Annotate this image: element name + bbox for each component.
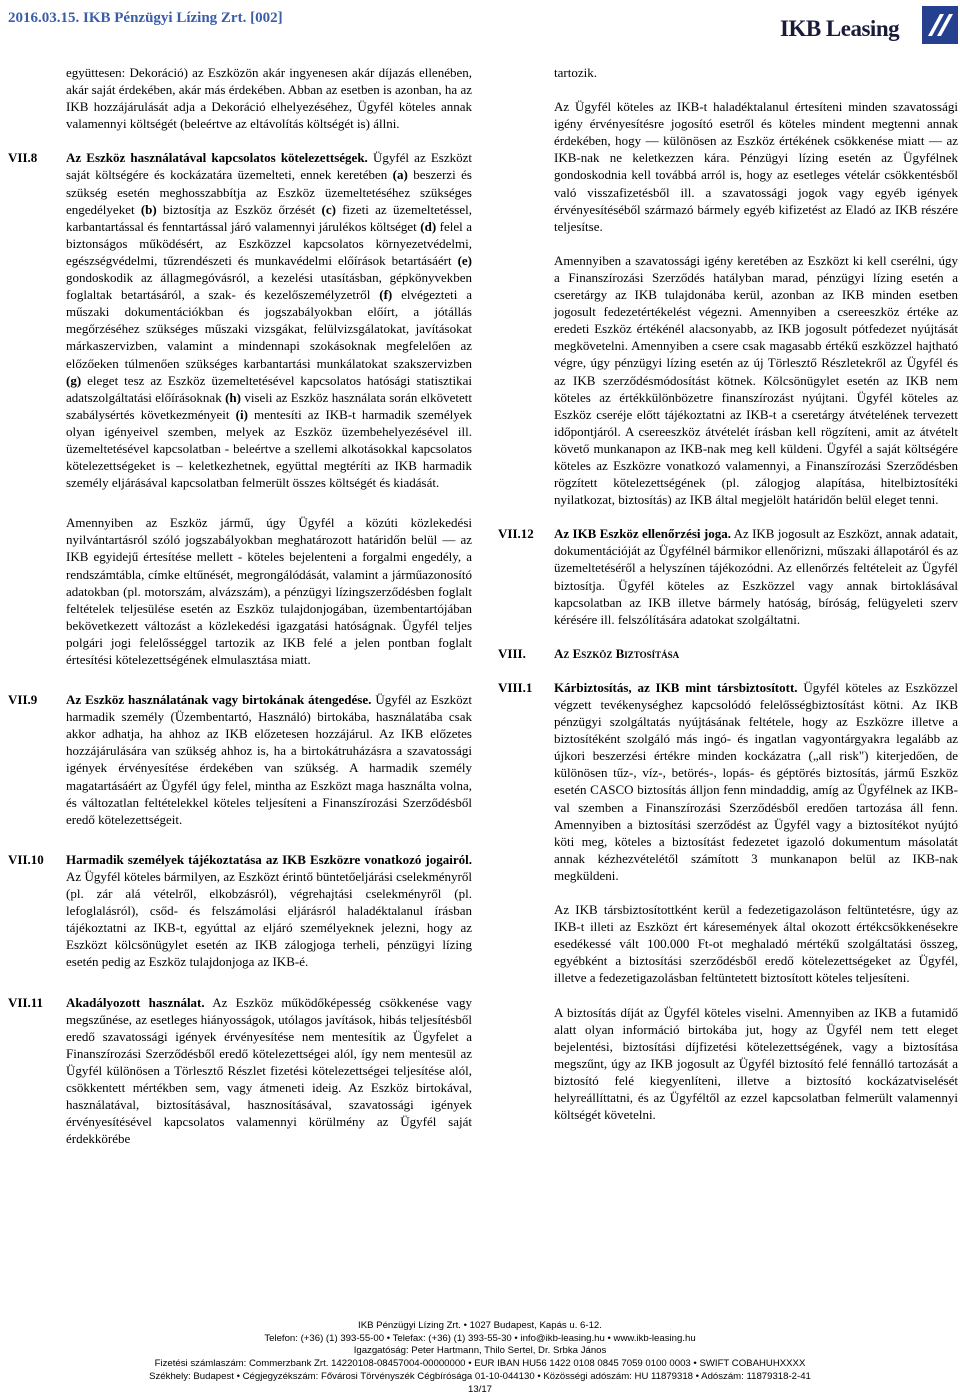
enum-marker: (f) bbox=[379, 287, 393, 303]
page-number: 13/17 bbox=[467, 1383, 492, 1395]
text-run: elvégezteti a műszaki dokumentációkban és jogszabályokban előírt, a jótállás megőrzéséhez szükséges műszaki vizsgákat, felülvizsgálatokat, javításokat márkaszervizben, valamint a mindennapi szokásoknak megfelelően az előzőeken túlmenően szükséges karbantartási munkálatokat szakszervizben bbox=[66, 287, 472, 371]
footer-bank: Fizetési számlaszám: Commerzbank Zrt. 14220108-08457004-00000000 • EUR IBAN HU56 1422 0108 0845 7059 0100 0003 • SWIFT COBAHUHXXXX bbox=[154, 1358, 806, 1370]
enum-marker: (h) bbox=[225, 389, 241, 405]
section-number: VII.11 bbox=[8, 994, 44, 1010]
text-run: viseli az Eszköz használata során elkövetett szabálysértés következményeit bbox=[66, 389, 472, 422]
text-run: beszerzi és szükség esetén meghosszabbítja az Eszköz üzemeltetéséhez szükséges engedélyeket bbox=[66, 167, 472, 217]
section-title: Kárbiztosítás, az IKB mint társbiztosított. bbox=[554, 679, 798, 695]
document-header: 2016.03.15. IKB Pénzügyi Lízing Zrt. [002] bbox=[8, 10, 283, 26]
section-heading bbox=[554, 645, 958, 662]
text-run: felel a biztonságos működésért, az Eszközzel kapcsolatos környezetvédelmi, egészségvédelmi, tűzrendészeti és munkavédelmi előírások betartásáért bbox=[66, 218, 472, 268]
section-title: Akadályozott használat. bbox=[66, 994, 205, 1010]
left-column bbox=[0, 64, 472, 1147]
text-run: gondoskodik az állagmegóvásról, a kezelési utasításban, gépkönyvekben foglaltak betartásáról, a szak- és kezelőszemélyzetről bbox=[66, 270, 472, 303]
text-run: Ügyfél köteles az Eszközzel végzett tevékenységhez kapcsolódó felelősségbiztosítást kötni. Az IKB pénzügyi szolgáltatás nyújtásának feltétele, hogy az Eszközre illetve a biztosítéként szolgáló más ingó- és ingatlan vagyontárgyakra legalább az újkori beszerzési értékre minden kockázatra („all risk") kiterjedően, de különösen tűz-, víz-, betörés-, lopás- és géptörés biztosítás, jármű Eszköz esetén CASCO biztosítás álljon fenn mindaddig, amíg az Ügyfélnek az IKB-val szemben a Finanszírozási Szerződésből eredően tartozása áll fenn. Amennyiben a biztosítási szerződést az Ügyfél vagy a biztosítékot nyújtó köti meg, köteles a biztosítást fedezetet igazoló dokumentum másolatát annak kézhezvételétől számított 3 munkanapon belül az IKB-nak megküldeni. bbox=[554, 679, 958, 883]
continuation-text: tartozik. bbox=[554, 65, 597, 80]
section-paragraph: Amennyiben a szavatossági igény keretében az Eszközt ki kell cserélni, úgy a Finanszírozási Szerződés hatályban marad, pénzügyi lízing esetén a cseretárgy az IKB tulajdonába kerül, azonban az IKB minden esetben jogosult fedezetértékelést végezni. Amennyiben a csereeszköz értéke az eredeti Eszköz értékénél alacsonyabb, az IKB jogosult pótfedezet nyújtását megkövetelni. Amennyiben a csere csak magasabb értékű eszközzel hajtható végre, úgy pénzügyi lízing esetén az új Törlesztő Részletekről az Ügyfél és az IKB szerződésmódosítást kötnek. Kölcsönügylet esetén az IKB nem köteles az értékkülönbözetre finanszírozást nyújtani. Ügyfél köteles az Eszköz cseréje előtt tájékoztatni az IKB-t a cseretárgy átvételének tervezett időpontjáról. A csereeszköz átvételét írásban kell rögzíteni, amit az átvételt követő munkanapon az IKB-nak meg kell küldeni. Ügyfél a saját költségére köteles az Eszközre vonatkozó valamennyi, a Finanszírozási Szerződésben rögzített kötelezettségének (pl. zálogjog alapítása, hitelbiztosítéki nyilatkozat, biztosítás) az IKB által megjelölt határidőn belül eleget tenni. bbox=[554, 252, 958, 508]
ikb-leasing-logo bbox=[780, 4, 958, 48]
section-number: VII.9 bbox=[8, 692, 38, 708]
section-vii-8 bbox=[0, 149, 472, 668]
section-body bbox=[66, 691, 472, 828]
section-title: Az Eszköz használatával kapcsolatos kötelezettségek. bbox=[66, 150, 368, 166]
section-viii-1 bbox=[488, 679, 958, 1123]
section-vii-9 bbox=[0, 691, 472, 828]
section-number: VIII.1 bbox=[498, 679, 533, 695]
intro-paragraph: együttesen: Dekoráció) az Eszközön akár ingyenesen akár díjazás ellenében, akár saját érdekében, akár más érdekében. Abban az esetben is azonban, ha az IKB hozzájárulását adja a Dekoráció elhelyezéséhez, Ügyfél köteles annak valamennyi költségét (beleértve az eltávolítás költségét is) állni. bbox=[66, 65, 472, 132]
logo-mark-icon bbox=[922, 6, 958, 44]
section-vii-11 bbox=[0, 994, 472, 1148]
enum-marker: (g) bbox=[66, 372, 82, 388]
section-body bbox=[66, 851, 472, 971]
text-run: Ügyfél az Eszközt saját költségére és kockázatára üzemelteti, ennek keretében bbox=[66, 150, 472, 183]
footer-board: Igazgatóság: Peter Hartmann, Thilo Sertel, Dr. Srbka János bbox=[353, 1345, 607, 1357]
section-paragraph: A biztosítás díját az Ügyfél köteles viselni. Amennyiben az IKB a futamidő alatt olyan információ birtokába jut, hogy az Ügyfél nem tett eleget bejelentési, biztosítási díjfizetési kötelezettségének, vagy a biztosítása megszűnt, úgy az IKB jogosult az Ügyfél biztosító felé fennálló tartozását a biztosító felé kiegyenlíteni, illetve a biztosító kockázatviselését helyreállíttatni, és az Ügyféltől az ezzel kapcsolatban felmerült valamennyi költségét követelni. bbox=[554, 1004, 958, 1123]
text-run: Az Ügyfél köteles bármilyen, az Eszközt érintő büntetőeljárási cselekményről (pl. zár alá vételről, elkobzásról), végrehajtási cselekményről (pl. lefoglalásról), csőd- és felszámolási eljárásról haladéktalanul írásban tájékoztatni az IKB-t, egyúttal az eljáró személyeknek jelezni, hogy az Eszközt kölcsönügylet esetén az IKB zálogjoga terheli, pénzügyi lízing esetén pedig az Eszköz tulajdonjoga az IKB-é. bbox=[66, 868, 472, 970]
section-number: VII.12 bbox=[498, 526, 534, 542]
enum-marker: (a) bbox=[392, 167, 408, 183]
page-footer bbox=[136, 1320, 824, 1396]
section-title: Harmadik személyek tájékoztatása az IKB Eszközre vonatkozó jogairól. bbox=[66, 851, 472, 867]
footer-registry: Székhely: Budapest • Cégjegyzékszám: Fővárosi Törvényszék Cégbírósága 01-10-044130 • Közösségi adószám: HU 11879318 • Adószám: 11879318-2-41 bbox=[149, 1370, 811, 1382]
text-run: Az IKB jogosult az Eszközt, annak adatait, dokumentációját az Ügyfélnél bármikor ellenőrizni, műszaki állapotáról és az üzemeltetéséről a helyszínen tájékozódni. Az ellenőrzés feltételeit az Ügyfél biztosítja. Ügyfél köteles az Eszközzel vagy annak birtoklásával kapcsolatban az IKB illetve bármely hatóság, bíróság, felügyeleti szerv kérésére ill. felszólítására adatokat szolgáltatni. bbox=[554, 526, 958, 627]
section-vii-12 bbox=[488, 525, 958, 628]
footer-company: IKB Pénzügyi Lízing Zrt. • 1027 Budapest, Kapás u. 6-12. bbox=[358, 1320, 602, 1331]
section-continuation bbox=[488, 64, 958, 508]
text-run: fizeti az üzemeltetéssel, karbantartással és fenntartással járó valamennyi járulékos költséget bbox=[66, 201, 472, 234]
section-title: Az Eszköz Biztosítása bbox=[554, 645, 680, 661]
section-viii bbox=[488, 645, 958, 662]
section-body bbox=[66, 149, 472, 491]
footer-contact: Telefon: (+36) (1) 393-55-00 • Telefax: (+36) (1) 393-55-30 • info@ikb-leasing.hu • www.ikb-leasing.hu bbox=[264, 1332, 696, 1344]
section-body bbox=[554, 679, 958, 884]
section-number: VII.8 bbox=[8, 150, 38, 166]
section-vii-10 bbox=[0, 851, 472, 971]
text-run: biztosítja az Eszköz őrzését bbox=[156, 201, 322, 217]
section-title: Az IKB Eszköz ellenőrzési joga. bbox=[554, 526, 731, 542]
text-run: Ügyfél az Eszközt harmadik személy (Üzembentartó, Használó) birtokába, használatába csak akkor adhatja, ha ahhoz az IKB előzetesen hozzájárul. Az IKB előzetes hozzájárulására van szükség ahhoz is, ha a birtokátruházásra a szavatossági igények érvényesítése érdekében van szükség. A harmadik személy magatartásáért az Ügyfél úgy felel, mintha az Eszközt maga használta volna, és változatlan feltételekkel köteles teljesíteni a Finanszírozási Szerződésből eredő kötelezettségeit. bbox=[66, 692, 472, 827]
section-paragraph: Az IKB társbiztosítottként kerül a fedezetigazoláson feltüntetésre, úgy az IKB-t illeti az Eszközt ért káresemények által okozott értékcsökkenésekre esedékessé vált 100.000 Ft-ot meghaladó mértékű szolgáltatási összeg, egyébként a biztosítási szerződésből eredő kötelezettségeket az Ügyfél, illetve a fedezetigazolásban feltüntetett biztosított köteles teljesíteni. bbox=[554, 902, 958, 986]
section-title: Az Eszköz használatának vagy birtokának átengedése. bbox=[66, 692, 372, 708]
section-body bbox=[66, 994, 472, 1148]
text-run: Az Eszköz működőképesség csökkenése vagy megszűnése, az esetleges hiányosságok, utólagos javítások, hibás teljesítésből eredő szavatossági igények érvényesítése nem mentesítik az Ügyfelet a Finanszírozási Szerződésből eredő kötelezettségei alól, így nem mentesül az Ügyfél különösen a Törlesztő Részlet fizetési kötelezettségei teljesítése alól, csökkentett mértékben sem, vagy átmeneti ideig. Az Eszköz birtokával, használatával, biztosításával, hasznosításával, szavatossági igények érvényesítésével kapcsolatos valamennyi körülmény az Ügyfél saját érdekkörébe bbox=[66, 994, 472, 1147]
text-run: eleget tesz az Eszköz üzemeltetésével kapcsolatos hatósági statisztikai adatszolgáltatási előírásoknak bbox=[66, 372, 472, 405]
enum-marker: (b) bbox=[140, 201, 157, 217]
text-run: mentesíti az IKB-t harmadik személyek olyan igényeivel szemben, melyek az Eszköz üzembehelyezésével ill. üzemeltetésével kapcsolatban - beleértve a szellemi alkotásokkal kapcsolatos kötelezettségeket is – keletkezhetnek, együttal megtéríti az IKB harmadik személy eljárásával kapcsolatban felmerült összes költségét és kiadását. bbox=[66, 406, 472, 491]
enum-marker: (c) bbox=[321, 201, 336, 217]
enum-marker: (d) bbox=[420, 218, 437, 234]
section-intro bbox=[0, 64, 472, 132]
section-number: VIII. bbox=[498, 645, 526, 661]
section-paragraph: Amennyiben az Eszköz jármű, úgy Ügyfél a közúti közlekedési nyilvántartásról szóló jogszabályokban meghatározott határidőn belül — az IKB egyidejű értesítése mellett - köteles bejelenteni a forgalmi engedély, a rendszámtábla, címke eltűnését, megrongálódását, valamint a járműazonosító adatokban (pl. motorszám, alvázszám), a pénzügyi lízingszerződésben foglalt feltételek teljesülése esetén az Eszköz tulajdonjogában, üzembentartójában bekövetkezett változást a közlekedési igazgatási hatóságnak. Ügyfél teljes polgári jogi felelősséggel tartozik az IKB felé a jelen pontban foglalt értesítési kötelezettségének elmulasztása miatt. bbox=[66, 515, 472, 667]
enum-marker: (i) bbox=[235, 406, 248, 422]
right-column bbox=[488, 64, 958, 1123]
section-paragraph: Az Ügyfél köteles az IKB-t haladéktalanul értesíteni minden szavatossági igény érvényesítésre jogosító esetről és köteles mindent megtenni annak érdekében, hogy — különösen az Eszköz értékének csökkenése miatt — az IKB-nak ne keletkezzen kára. Pénzügyi lízing esetén az Ügyfélnek gondoskodnia kell továbbá arról is, hogy az esetleges vételár csökkentésből való visszafizetésből ill. a szavatossági jogok vagy egyéb igények érvényesítéséből származó bármely egyéb kifizetést az Eladó az IKB részére teljesítse. bbox=[554, 99, 958, 234]
section-number: VII.10 bbox=[8, 851, 44, 867]
enum-marker: (e) bbox=[457, 252, 472, 268]
logo-text: IKB Leasing bbox=[780, 16, 900, 41]
section-body bbox=[554, 525, 958, 628]
